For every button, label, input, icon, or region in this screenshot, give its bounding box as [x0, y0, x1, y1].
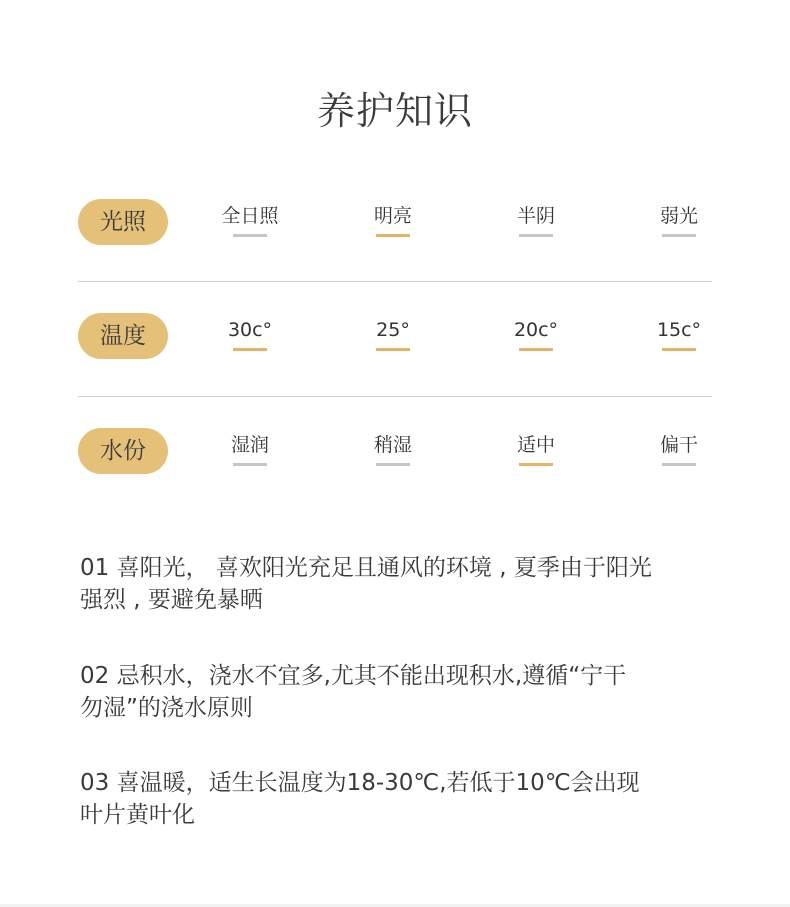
- tip-line: 03 喜温暖，适生长温度为18-30℃,若低于10℃会出现: [80, 770, 640, 796]
- option-underline: [233, 463, 267, 466]
- water-label-pill: 水份: [78, 428, 168, 474]
- option-underline: [233, 348, 267, 351]
- temperature-option-30: 30c°: [200, 317, 300, 351]
- option-underline: [662, 234, 696, 237]
- temperature-label-pill: 温度: [78, 313, 168, 359]
- option-underline: [662, 463, 696, 466]
- option-underline: [233, 234, 267, 237]
- tip-line: 02 忌积水，浇水不宜多,尤其不能出现积水,遵循“宁干: [80, 663, 627, 689]
- page-title: 养护知识: [316, 89, 473, 133]
- temperature-option-25: 25°: [343, 317, 443, 351]
- row-divider: [78, 396, 712, 397]
- temperature-option-15: 15c°: [629, 317, 729, 351]
- water-option-slightly-moist: 稍湿: [343, 432, 443, 466]
- light-option-partial-shade: 半阴: [486, 203, 586, 237]
- care-tip-2: [80, 660, 720, 724]
- option-underline: [376, 463, 410, 466]
- light-option-full-sun: 全日照: [200, 203, 300, 237]
- option-underline: [519, 348, 553, 351]
- light-option-bright: 明亮: [343, 203, 443, 237]
- care-tip-1: [80, 552, 720, 616]
- tip-line: 勿湿”的浇水原则: [80, 695, 253, 721]
- water-option-moderate: 适中: [486, 432, 586, 466]
- care-row-temperature: [78, 313, 712, 359]
- row-divider: [78, 281, 712, 282]
- option-underline: [519, 234, 553, 237]
- care-tip-3: [80, 767, 720, 831]
- option-underline: [376, 348, 410, 351]
- care-row-light: [78, 199, 712, 245]
- option-underline: [376, 234, 410, 237]
- tip-line: 强烈 , 要避免暴晒: [80, 587, 263, 613]
- light-option-low-light: 弱光: [629, 203, 729, 237]
- tip-line: 01 喜阳光， 喜欢阳光充足且通风的环境 , 夏季由于阳光: [80, 555, 652, 581]
- tip-line: 叶片黄叶化: [80, 802, 195, 828]
- option-underline: [519, 463, 553, 466]
- care-row-water: [78, 428, 712, 474]
- option-underline: [662, 348, 696, 351]
- water-option-dry: 偏干: [629, 432, 729, 466]
- light-label-pill: 光照: [78, 199, 168, 245]
- water-option-moist: 湿润: [200, 432, 300, 466]
- temperature-option-20: 20c°: [486, 317, 586, 351]
